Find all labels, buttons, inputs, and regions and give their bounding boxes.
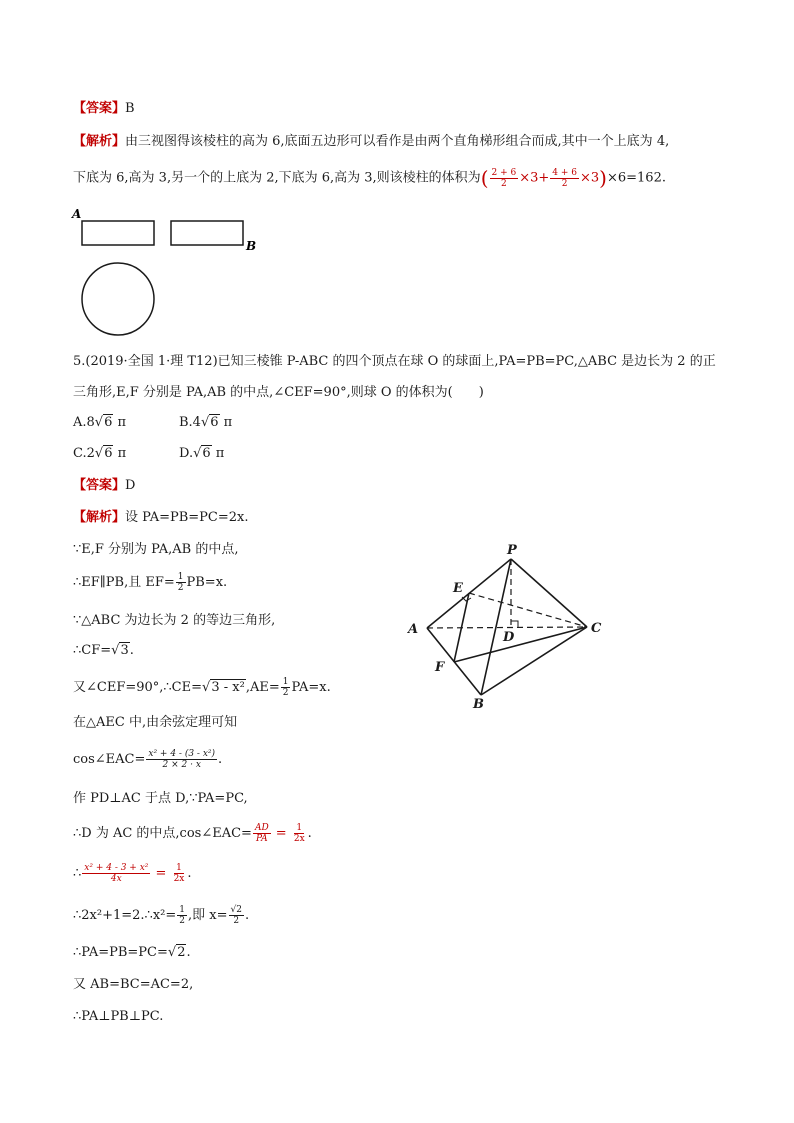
segment-fc [454,627,587,662]
explain-text-2: 下底为 6,高为 3,另一个的上底为 2,下底为 6,高为 3,则该棱柱的体积为 [73,170,481,186]
mid-text-2: ×3 [580,170,600,186]
sol-line-3: ∴EF∥PB,且 EF= $\frac{1}{2}$ PB=x. [73,572,228,593]
segment-ec-hidden [469,593,587,627]
label-b: B [473,697,484,712]
q5-line-2: 三角形,E,F 分别是 PA,AB 的中点,∠CEF=90°,则球 O 的体积为( ) [73,385,484,400]
paren-close: ) [599,166,607,190]
sol-line-5: ∴CF=√3. [73,643,134,658]
explain-tag: 【解析】 [73,134,126,149]
sol-line-11: ∴ $\frac{\text{x² + 4 - 3 + x²}}{4x}$ = $\frac{1}{2x}$ . [73,863,192,884]
tetrahedron-figure [400,540,620,715]
sol-line-15: ∴PA⊥PB⊥PC. [73,1009,164,1024]
sol-line-6: 又∠CEF=90°,∴CE=√3 - x²,AE= $\frac{1}{2}$ PA=x. [73,677,331,698]
sol-tag: 【解析】 [73,510,126,525]
sol-line-7: 在△AEC 中,由余弦定理可知 [73,715,238,730]
option-d: D.√6 π [179,446,225,461]
label-e: E [453,581,463,596]
label-a: A [408,622,419,637]
answer-value: B [125,101,135,116]
sol-line-13: ∴PA=PB=PC=√2. [73,945,191,960]
q5-options-row-1 [73,414,233,432]
sol-line-8: cos∠EAC= $\frac{\text{x² + 4 - (3 - x²)}}{2 \times 2 \cdot x}$ . [73,749,223,770]
mid-text-1: ×3+ [519,170,550,186]
sol-line-9: 作 PD⊥AC 于点 D,∵PA=PC, [73,791,248,806]
label-d: D [503,630,515,645]
sol-line-12: ∴2x²+1=2.∴x²= $\frac{1}{2}$ ,即 x= $\frac{√2}{2}$ . [73,905,250,926]
option-b: B.4√6 π [179,415,233,430]
prev-answer-line [73,100,135,118]
label-b: B [246,239,257,253]
answer5-value: D [125,478,136,493]
view-rect-front [82,221,154,245]
label-c: C [591,621,602,636]
answer-5-line [73,477,135,495]
label-f: F [435,660,445,675]
prev-explain-line-2 [73,166,666,191]
answer-tag: 【答案】 [73,101,126,116]
sol-line-10: ∴D 为 AC 的中点,cos∠EAC= $\frac{AD}{PA}$ = $\frac{1}{2x}$ . [73,823,312,844]
prev-explain-line-1 [73,133,669,151]
sol-line-4: ∵△ABC 为边长为 2 的等边三角形, [73,613,276,628]
view-circle-top [82,263,154,335]
three-views-figure [70,205,270,340]
sol-text-1: 设 PA=PB=PC=2x. [125,510,249,525]
fraction-2: $\frac{4 + 6}{2}$ [552,167,577,189]
explain-tail: ×6=162. [606,170,666,186]
q5-line-1: 5.(2019·全国 1·理 T12)已知三棱锥 P-ABC 的四个顶点在球 O 的球面上,PA=PB=PC,△ABC 是边长为 2 的正 [73,354,716,369]
edge-pc [511,559,587,627]
sol-line-14: 又 AB=BC=AC=2, [73,977,194,992]
view-rect-side [171,221,243,245]
sol-line-1 [73,509,249,527]
edge-bc [481,627,587,695]
fraction-1: $\frac{2 + 6}{2}$ [491,167,517,189]
label-a: A [72,207,82,221]
explain-text-1: 由三视图得该棱柱的高为 6,底面五边形可以看作是由两个直角梯形组合而成,其中一个上底为 4, [125,134,670,149]
option-a: A.8√6 π [73,415,127,430]
sol-line-2: ∵E,F 分别为 PA,AB 的中点, [73,542,239,557]
answer5-tag: 【答案】 [73,478,126,493]
option-c: C.2√6 π [73,446,127,461]
paren-open: ( [480,166,489,190]
label-p: P [507,543,517,558]
edge-ac-hidden [427,627,587,628]
q5-options-row-2 [73,445,225,463]
